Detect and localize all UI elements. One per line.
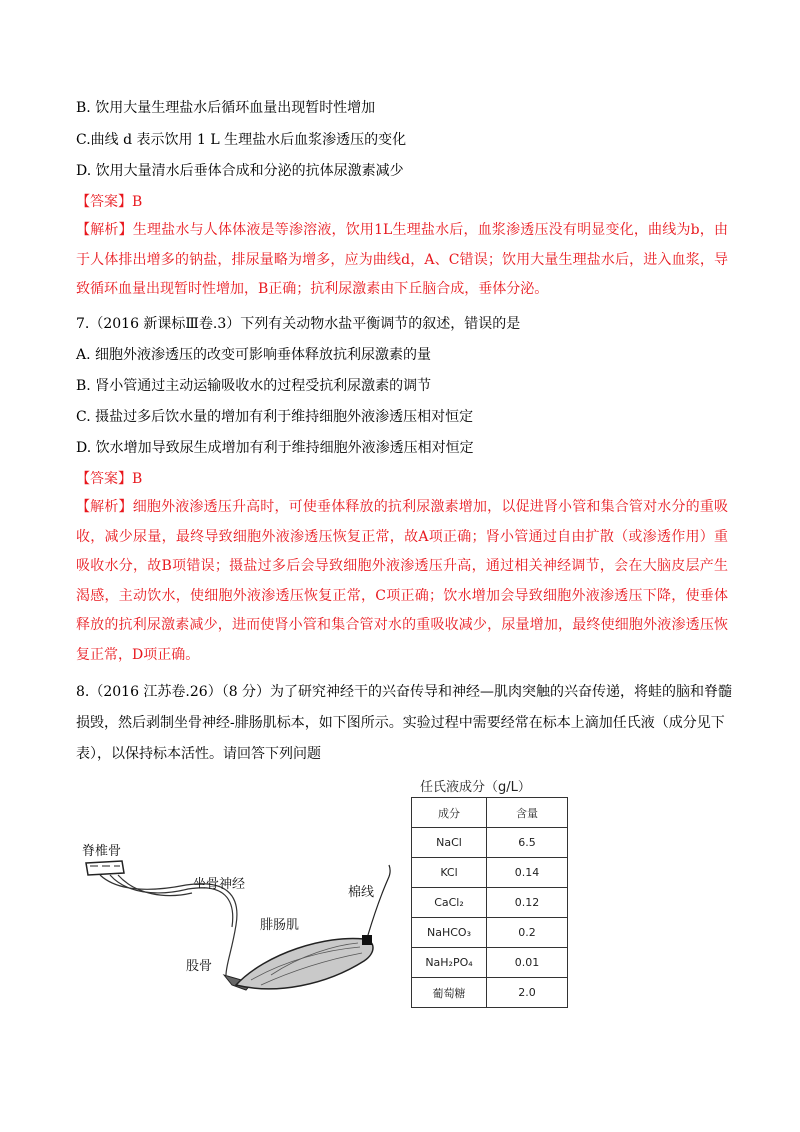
q7-option-a: A. 细胞外液渗透压的改变可影响垂体释放抗利尿激素的量: [76, 347, 432, 363]
table-cell: NaCl: [412, 828, 487, 858]
q7-option-d: D. 饮水增加导致尿生成增加有利于维持细胞外液渗透压相对恒定: [76, 440, 474, 456]
q7-option-b: B. 肾小管通过主动运输吸收水的过程受抗利尿激素的调节: [76, 378, 432, 394]
q8-stem-line3: 表），以保持标本活性。请回答下列问题: [76, 746, 321, 762]
label-spine: 脊椎骨: [82, 844, 122, 859]
q8-stem-line2: 损毁，然后剥制坐骨神经-腓肠肌标本，如下图所示。实验过程中需要经常在标本上滴加任氏液（成分见下: [76, 715, 725, 731]
table-title: 任氏液成分（g/L）: [420, 780, 531, 795]
q6-option-c: C.曲线 d 表示饮用 1 L 生理盐水后血浆渗透压的变化: [76, 132, 407, 148]
table-cell: 0.01: [487, 948, 568, 978]
q7-stem: 7.（2016 新课标Ⅲ卷.3）下列有关动物水盐平衡调节的叙述，错误的是: [76, 316, 521, 332]
table-header-row: [412, 798, 568, 828]
gastrocnemius-muscle-shape: [236, 938, 373, 988]
table-row: [412, 918, 568, 948]
table-cell: NaHCO₃: [412, 918, 487, 948]
table-row: [412, 888, 568, 918]
q8-stem-line1: 8.（2016 江苏卷.26）（8 分）为了研究神经干的兴奋传导和神经—肌肉突触的兴奋传递，将蛙的脑和脊髓: [76, 684, 733, 700]
q7-answer: 【答案】B: [76, 471, 143, 487]
table-cell: NaH₂PO₄: [412, 948, 487, 978]
table-cell: 2.0: [487, 978, 568, 1008]
table-cell: KCl: [412, 858, 487, 888]
tendon-block-shape: [362, 935, 372, 945]
table-cell: CaCl₂: [412, 888, 487, 918]
spine-bone-shape: [86, 861, 124, 875]
label-gastrocnemius: 腓肠肌: [260, 918, 300, 933]
q7-analysis: 【解析】细胞外液渗透压升高时，可使垂体释放的抗利尿激素增加，以促进肾小管和集合管对水分的重吸收，减少尿量，最终导致细胞外液渗透压恢复正常，故A项正确；肾小管通过自由扩散（或渗透作用）重吸收水分，故B项错误；摄盐过多后会导致细胞外液渗透压升高，通过相关神经调节，会在大脑皮层产生渴感，主动饮水，使细胞外液渗透压恢复正常，C项正确；饮水增加会导致细胞外液渗透压下降，使垂体释放的抗利尿激素减少，进而使肾小管和集合管对水的重吸收减少，尿量增加，最终使细胞外液渗透压恢复正常，D项正确。: [76, 499, 728, 663]
q7-option-c: C. 摄盐过多后饮水量的增加有利于维持细胞外液渗透压相对恒定: [76, 409, 474, 425]
q6-answer: 【答案】B: [76, 194, 143, 210]
table-row: [412, 948, 568, 978]
table-cell: 0.2: [487, 918, 568, 948]
cotton-thread-shape: [368, 865, 390, 935]
table-row: [412, 858, 568, 888]
q6-option-b: B. 饮用大量生理盐水后循环血量出现暂时性增加: [76, 100, 376, 116]
table-header-cell: 含量: [487, 798, 568, 828]
label-sciatic-nerve: 坐骨神经: [193, 877, 246, 892]
label-cotton-thread: 棉线: [348, 885, 375, 900]
table-row: [412, 978, 568, 1008]
table-header-cell: 成分: [412, 798, 487, 828]
q6-analysis: 【解析】生理盐水与人体体液是等渗溶液，饮用1L生理盐水后，血浆渗透压没有明显变化，曲线为b，由于人体排出增多的钠盐，排尿量略为增多，应为曲线d，A、C错误；饮用大量生理盐水后，进入血浆，导致循环血量出现暂时性增加，B正确；抗利尿激素由下丘脑合成，垂体分泌。: [76, 222, 728, 297]
table-cell: 0.12: [487, 888, 568, 918]
nerve-muscle-specimen-figure: [76, 835, 406, 995]
table-cell: 0.14: [487, 858, 568, 888]
q6-option-d: D. 饮用大量清水后垂体合成和分泌的抗体尿激素减少: [76, 163, 404, 179]
table-row: [412, 828, 568, 858]
ringer-solution-table: [411, 797, 568, 1008]
table-cell: 葡萄糖: [412, 978, 487, 1008]
label-femur: 股骨: [186, 959, 213, 974]
table-cell: 6.5: [487, 828, 568, 858]
